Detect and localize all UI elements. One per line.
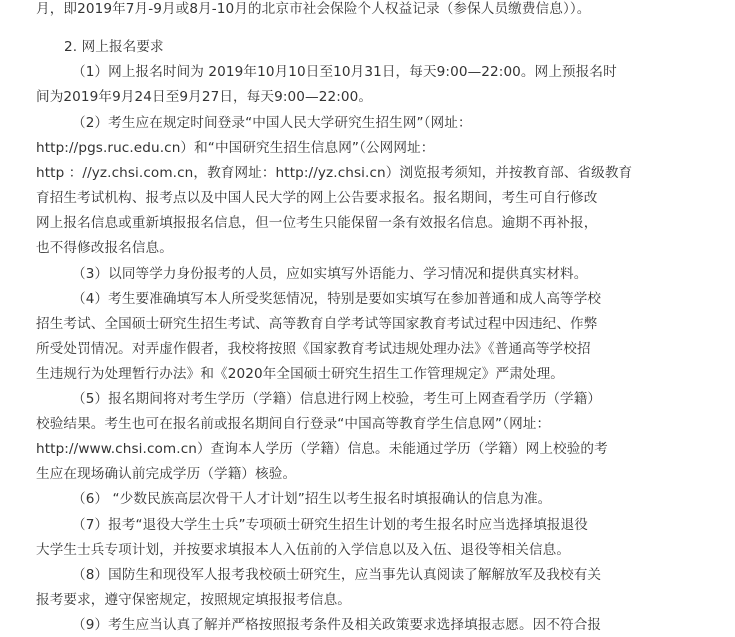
paragraph-line: http://pgs.ruc.edu.cn）和“中国研究生招生信息网”（公网网址： (36, 140, 435, 156)
paragraph-line: （5）报名期间将对考生学历（学籍）信息进行网上校验，考生可上网查看学历（学籍） (72, 391, 602, 407)
paragraph-line: 育招生考试机构、报考点以及中国人民大学的网上公告要求报名。报名期间，考生可自行修改 (36, 190, 598, 206)
paragraph-line: （3）以同等学力身份报考的人员，应如实填写外语能力、学习情况和提供真实材料。 (72, 266, 588, 282)
paragraph-line: （9）考生应当认真了解并严格按照报考条件及相关政策要求选择填报志愿。因不符合报 (72, 617, 602, 633)
paragraph-line: 生违规行为处理暂行办法》和《2020年全国硕士研究生招生工作管理规定》严肃处理。 (36, 366, 564, 382)
section-heading: 2. 网上报名要求 (64, 39, 164, 55)
paragraph-line: 招生考试、全国硕士研究生招生考试、高等教育自学考试等国家教育考试过程中因违纪、作弊 (36, 316, 598, 332)
paragraph-line: 也不得修改报名信息。 (36, 240, 173, 256)
paragraph-line: 网上报名信息或重新填报报名信息，但一位考生只能保留一条有效报名信息。逾期不再补报， (36, 215, 598, 231)
paragraph-line: http ：//yz.chsi.com.cn，教育网址：http://yz.chsi.cn）浏览报考须知，并按教育部、省级教育 (36, 165, 633, 181)
paragraph-line: （1）网上报名时间为 2019年10月10日至10月31日，每天9:00—22:00。网上预报名时 (72, 64, 617, 80)
paragraph-line: （6） “少数民族高层次骨干人才计划”招生以考生报名时填报确认的信息为准。 (72, 491, 552, 507)
paragraph-line: （2）考生应在规定时间登录“中国人民大学研究生招生网”（网址： (72, 115, 472, 131)
paragraph-line: 大学生士兵专项计划，并按要求填报本人入伍前的入学信息以及入伍、退役等相关信息。 (36, 542, 571, 558)
paragraph-line: （8）国防生和现役军人报考我校硕士研究生，应当事先认真阅读了解解放军及我校有关 (72, 567, 602, 583)
paragraph-line: （4）考生要准确填写本人所受奖惩情况，特别是要如实填写在参加普通和成人高等学校 (72, 291, 602, 307)
paragraph-line: 间为2019年9月24日至9月27日，每天9:00—22:00。 (36, 89, 373, 105)
paragraph-line: http://www.chsi.com.cn）查询本人学历（学籍）信息。未能通过学历（学籍）网上校验的考 (36, 441, 608, 457)
paragraph-line: 生应在现场确认前完成学历（学籍）核验。 (36, 466, 297, 482)
paragraph-line: 校验结果。考生也可在报名前或报名期间自行登录“中国高等教育学生信息网”（网址： (36, 416, 551, 432)
paragraph-line: 报考要求，遵守保密规定，按照规定填报报考信息。 (36, 592, 351, 608)
paragraph-line: （7）报考“退役大学生士兵”专项硕士研究生招生计划的考生报名时应当选择填报退役 (72, 517, 589, 533)
paragraph-line: 所受处罚情况。对弄虚作假者，我校将按照《国家教育考试违规处理办法》《普通高等学校招 (36, 341, 591, 357)
paragraph-line: 月，即2019年7月-9月或8月-10月的北京市社会保险个人权益记录（参保人员缴费信息））。 (36, 1, 591, 17)
